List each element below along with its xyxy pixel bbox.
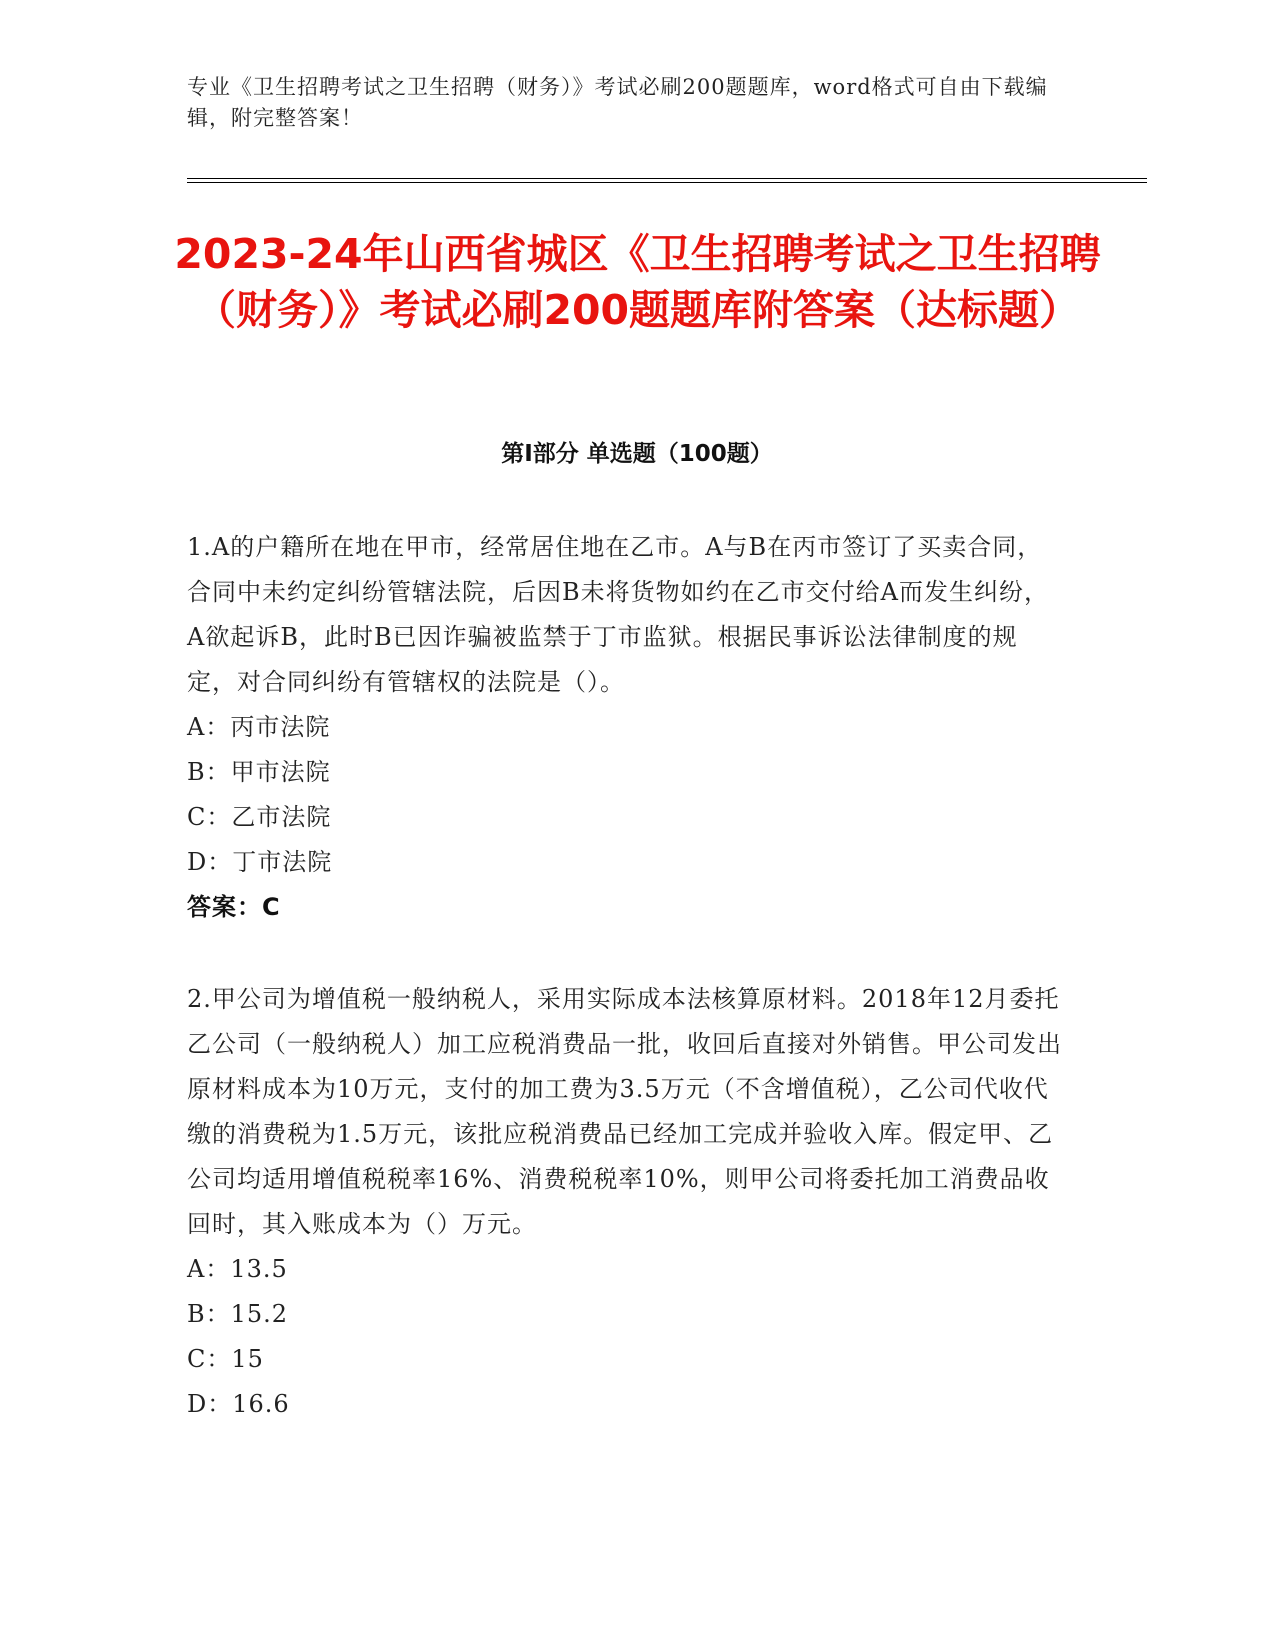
document-title: 2023-24年山西省城区《卫生招聘考试之卫生招聘（财务）》考试必刷200题题库附答案（达标题） — [174, 230, 1101, 334]
option-d: D：16.6 — [187, 1390, 290, 1418]
question-2 — [187, 977, 1067, 1427]
header-rule-top — [187, 178, 1147, 179]
question-stem: 2.甲公司为增值税一般纳税人，采用实际成本法核算原材料。2018年12月委托乙公司（一般纳税人）加工应税消费品一批，收回后直接对外销售。甲公司发出原材料成本为10万元，支付的加工费为3.5万元（不含增值税），乙公司代收代缴的消费税为1.5万元，该批应税消费品已经加工完成并验收入库。假定甲、乙公司均适用增值税税率16%、消费税税率10%，则甲公司将委托加工消费品收回时，其入账成本为（）万元。 — [187, 985, 1062, 1238]
question-1 — [187, 525, 1067, 930]
option-c: C：15 — [187, 1345, 264, 1373]
section-heading: 第Ⅰ部分 单选题（100题） — [501, 441, 773, 467]
option-d: D：丁市法院 — [187, 848, 333, 876]
option-a: A：13.5 — [187, 1255, 288, 1283]
option-b: B：甲市法院 — [187, 758, 331, 786]
question-stem: 1.A的户籍所在地在甲市，经常居住地在乙市。A与B在丙市签订了买卖合同，合同中未约定纠纷管辖法院，后因B未将货物如约在乙市交付给A而发生纠纷，A欲起诉B，此时B已因诈骗被监禁于丁市监狱。根据民事诉讼法律制度的规定，对合同纠纷有管辖权的法院是（）。 — [187, 533, 1049, 696]
option-c: C：乙市法院 — [187, 803, 332, 831]
option-b: B：15.2 — [187, 1300, 289, 1328]
answer-text: 答案：C — [187, 893, 281, 921]
option-a: A：丙市法院 — [187, 713, 331, 741]
intro-text: 专业《卫生招聘考试之卫生招聘（财务）》考试必刷200题题库，word格式可自由下载编辑，附完整答案！ — [187, 75, 1048, 130]
header-rule-bottom — [187, 182, 1147, 183]
